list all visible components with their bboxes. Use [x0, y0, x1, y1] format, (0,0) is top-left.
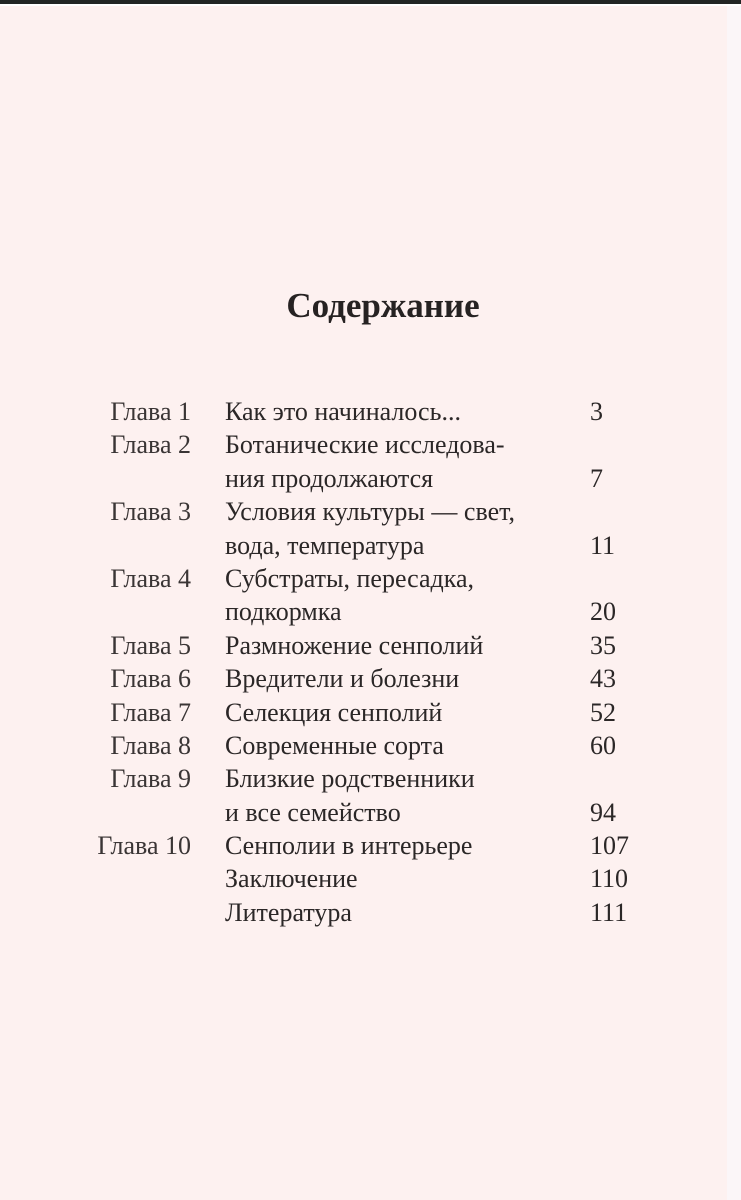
- toc-entry: [0, 428, 741, 461]
- toc-entry: [0, 529, 741, 562]
- page-number: 11: [590, 530, 616, 560]
- chapter-title: вода, температура: [225, 530, 425, 560]
- toc-entry: [0, 729, 741, 762]
- chapter-title: Современные сорта: [225, 730, 444, 760]
- toc-entry: [0, 896, 741, 929]
- page-number: 107: [590, 831, 629, 861]
- chapter-label: Глава 4: [110, 563, 191, 593]
- page-number: 110: [590, 864, 629, 894]
- divider: [0, 4, 741, 6]
- chapter-label: Глава 3: [110, 497, 191, 527]
- chapter-label: Глава 6: [110, 664, 191, 694]
- toc-entry: [0, 562, 741, 595]
- page-number: 52: [590, 697, 616, 727]
- chapter-label: Глава 1: [110, 397, 191, 426]
- page-number: 7: [590, 463, 603, 493]
- toc-entry: [0, 762, 741, 795]
- chapter-title: и все семейство: [225, 797, 401, 827]
- chapter-label: Глава 10: [97, 831, 191, 861]
- toc-entry: [0, 395, 741, 428]
- toc-entry: [0, 495, 741, 528]
- toc-entry: [0, 662, 741, 695]
- chapter-title: ния продолжаются: [225, 463, 434, 493]
- chapter-title: Сенполии в интерьере: [225, 831, 473, 861]
- toc-entry: [0, 796, 741, 829]
- chapter-title: подкормка: [225, 597, 342, 627]
- chapter-title: Вредители и болезни: [225, 664, 460, 694]
- chapter-title: Близкие родственники: [225, 764, 475, 794]
- chapter-label: Глава 2: [110, 430, 191, 460]
- table-of-contents: [0, 395, 741, 929]
- toc-entry: [0, 595, 741, 628]
- toc-entry: [0, 829, 741, 862]
- chapter-label: Глава 5: [110, 630, 191, 660]
- page-number: 3: [590, 397, 603, 426]
- chapter-label: Глава 9: [110, 764, 191, 794]
- toc-entry: [0, 629, 741, 662]
- chapter-label: Глава 7: [110, 697, 191, 727]
- page-number: 20: [590, 597, 616, 627]
- chapter-title: Литература: [225, 897, 352, 927]
- page-number: 35: [590, 630, 616, 660]
- toc-entry: [0, 696, 741, 729]
- chapter-title: Субстраты, пересадка,: [225, 563, 475, 593]
- page-number: 43: [590, 664, 616, 694]
- chapter-label: Глава 8: [110, 730, 191, 760]
- chapter-title: Размножение сенполий: [225, 630, 484, 660]
- page-number: 60: [590, 730, 616, 760]
- chapter-title: Ботанические исследова-: [225, 430, 505, 460]
- page-title: Содержание: [286, 286, 480, 325]
- toc-entry: [0, 462, 741, 495]
- chapter-title: Как это начиналось...: [225, 397, 461, 426]
- chapter-title: Условия культуры — свет,: [225, 497, 516, 527]
- chapter-title: Селекция сенполий: [225, 697, 443, 727]
- page-number: 94: [590, 797, 616, 827]
- page-number: 111: [590, 897, 628, 927]
- chapter-title: Заключение: [225, 864, 358, 894]
- toc-entry: [0, 862, 741, 895]
